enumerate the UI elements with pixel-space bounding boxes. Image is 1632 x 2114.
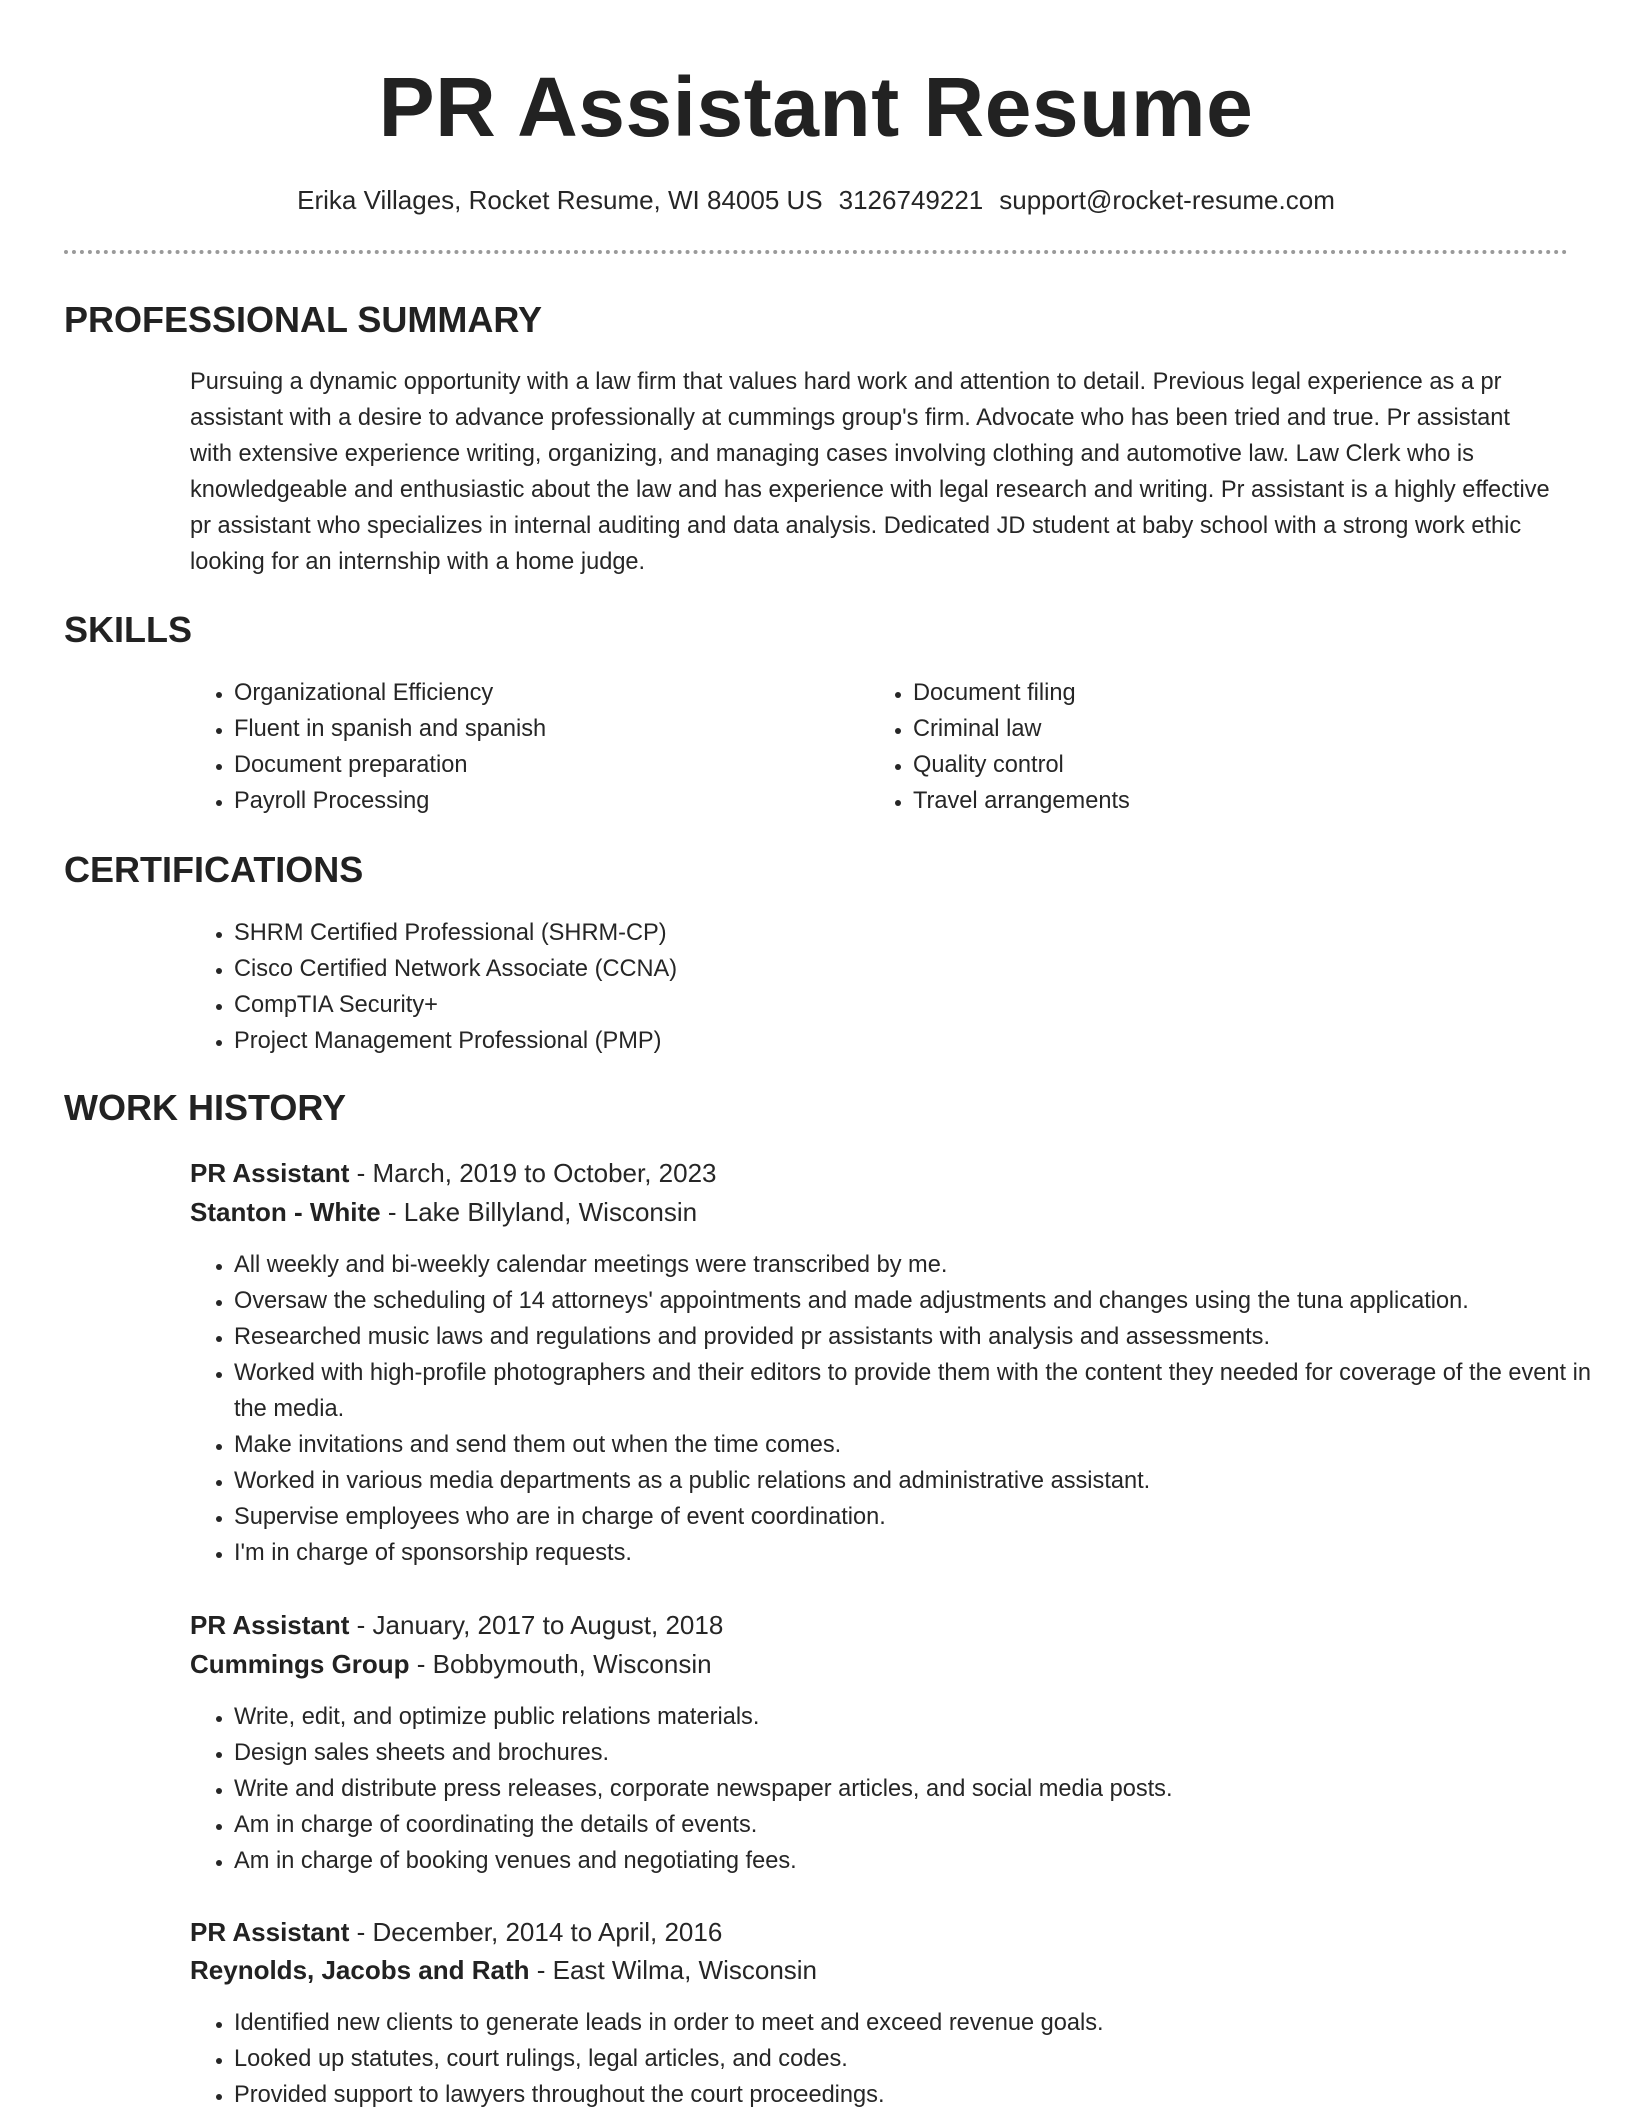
summary-text: Pursuing a dynamic opportunity with a law firm that values hard work and attention to detail. Previous legal experience as a pr assistant with a desire to advance professionally at cummings group's firm. Advocate who has been tried and true. Pr assistant with extensive experience writing, organizing, and managing cases involving clothing and automotive law. Law Clerk who is knowledgeable and enthusiastic about the law and has experience with legal research and writing. Pr assistant is a highly effective pr assistant who specializes in internal auditing and data analysis. Dedicated JD student at baby school with a strong work ethic looking for an internship with a home judge. <box>190 369 1550 575</box>
job-bullet: • Worked with high-profile photographers and their editors to provide them with the content they needed for coverage of the event in the media. <box>234 1355 1598 1427</box>
job-bullet: • Oversaw the scheduling of 14 attorneys' appointments and made adjustments and changes using the tuna application. <box>234 1283 1598 1319</box>
skill-item: • Travel arrangements <box>913 783 1513 819</box>
job-bullets <box>190 1247 1598 1571</box>
contact-email: support@rocket-resume.com <box>999 185 1335 215</box>
job-bullet: • I'm in charge of sponsorship requests. <box>234 1535 1598 1571</box>
job-bullet: • Provided support to lawyers throughout the court proceedings. <box>234 2077 1598 2113</box>
job-bullets <box>190 2005 1598 2113</box>
certifications-list <box>190 915 1534 1059</box>
job-bullet: • Design sales sheets and brochures. <box>234 1735 1598 1771</box>
work-history-heading: WORK HISTORY <box>64 1087 347 1128</box>
job-dates: - December, 2014 to April, 2016 <box>349 1917 723 1947</box>
skill-item: • Criminal law <box>913 711 1513 747</box>
job-bullet: • All weekly and bi-weekly calendar meetings were transcribed by me. <box>234 1247 1598 1283</box>
contact-address: Erika Villages, Rocket Resume, WI 84005 US <box>297 185 823 215</box>
job-title: PR Assistant <box>190 1610 350 1640</box>
certification-item: • CompTIA Security+ <box>234 987 1534 1023</box>
skill-item: • Quality control <box>913 747 1513 783</box>
skill-item: • Payroll Processing <box>234 783 834 819</box>
job-company-line <box>190 1950 1550 1990</box>
certification-item: • Cisco Certified Network Associate (CCNA) <box>234 951 1534 987</box>
job-company-line <box>190 1192 1550 1232</box>
job-bullet: • Identified new clients to generate leads in order to meet and exceed revenue goals. <box>234 2005 1598 2041</box>
job-bullet: • Worked in various media departments as a public relations and administrative assistant. <box>234 1463 1598 1499</box>
job-title-line <box>190 1153 1550 1193</box>
job-bullet: • Make invitations and send them out when the time comes. <box>234 1427 1598 1463</box>
job-bullet: • Researched music laws and regulations and provided pr assistants with analysis and assessments. <box>234 1319 1598 1355</box>
skills-heading: SKILLS <box>64 609 193 650</box>
job-bullet: • Write and distribute press releases, corporate newspaper articles, and social media posts. <box>234 1771 1598 1807</box>
job-bullet: • Looked up statutes, court rulings, legal articles, and codes. <box>234 2041 1598 2077</box>
job-location: - Lake Billyland, Wisconsin <box>380 1197 698 1227</box>
job-dates: - January, 2017 to August, 2018 <box>349 1610 724 1640</box>
skill-item: • Document preparation <box>234 747 834 783</box>
contact-line <box>0 180 1632 220</box>
job-company: Cummings Group <box>190 1649 410 1679</box>
job-bullet: • Am in charge of coordinating the details of events. <box>234 1807 1598 1843</box>
certification-item: • SHRM Certified Professional (SHRM-CP) <box>234 915 1534 951</box>
job-dates: - March, 2019 to October, 2023 <box>349 1158 717 1188</box>
job-title: PR Assistant <box>190 1917 350 1947</box>
skill-item: • Organizational Efficiency <box>234 675 834 711</box>
header-divider <box>64 250 1568 254</box>
skill-item: • Fluent in spanish and spanish <box>234 711 834 747</box>
skills-list-left <box>190 675 834 819</box>
skill-item: • Document filing <box>913 675 1513 711</box>
job-bullet: • Supervise employees who are in charge of event coordination. <box>234 1499 1598 1535</box>
resume-title: PR Assistant Resume <box>378 60 1254 154</box>
job-company: Stanton - White <box>190 1197 381 1227</box>
job-title: PR Assistant <box>190 1158 350 1188</box>
certifications-heading: CERTIFICATIONS <box>64 849 364 890</box>
job-bullet: • Am in charge of booking venues and negotiating fees. <box>234 1843 1598 1879</box>
job-bullets <box>190 1699 1598 1879</box>
contact-phone: 3126749221 <box>838 185 984 215</box>
certification-item: • Project Management Professional (PMP) <box>234 1023 1534 1059</box>
job-location: - Bobbymouth, Wisconsin <box>409 1649 712 1679</box>
job-company: Reynolds, Jacobs and Rath <box>190 1955 530 1985</box>
job-title-line <box>190 1605 1550 1645</box>
job-title-line <box>190 1912 1550 1952</box>
job-location: - East Wilma, Wisconsin <box>529 1955 818 1985</box>
summary-heading: PROFESSIONAL SUMMARY <box>64 299 543 340</box>
job-company-line <box>190 1644 1550 1684</box>
skills-list-right <box>869 675 1513 819</box>
job-bullet: • Write, edit, and optimize public relations materials. <box>234 1699 1598 1735</box>
